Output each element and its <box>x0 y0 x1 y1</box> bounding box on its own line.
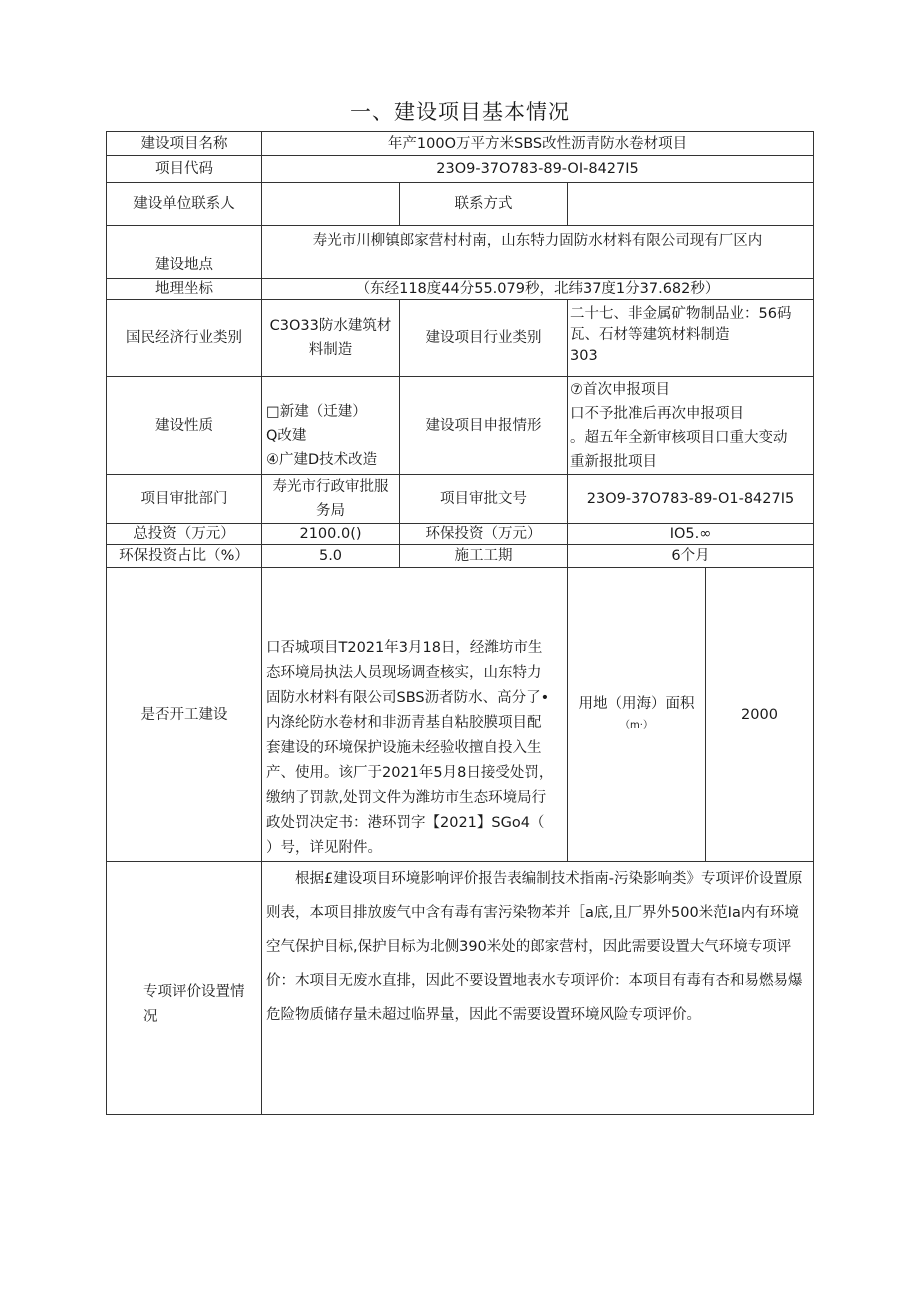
project-code-label: 项目代码 <box>107 156 262 183</box>
investment-value: 2100.0() <box>262 524 400 545</box>
started-line: 态环境局执法人员现场调查核实，山东特力 <box>266 665 542 681</box>
env-ratio-label: 环保投资占比（%） <box>107 545 262 568</box>
land-area-label <box>568 568 706 862</box>
land-area-unit: （m·） <box>620 719 653 731</box>
approval-dept-label: 项目审批部门 <box>107 475 262 524</box>
project-industry-line: 303 <box>570 348 598 364</box>
row-coordinates <box>107 279 814 300</box>
started-line: ）号，详见附件。 <box>266 840 382 856</box>
row-industry <box>107 300 814 377</box>
contact-value <box>262 183 400 226</box>
investment-label: 总投资（万元） <box>107 524 262 545</box>
approval-doc-value: 23O9-37O783-89-O1-8427I5 <box>568 475 814 524</box>
special-assessment-text: 根据£建设项目环境影响评价报告表编制技术指南-污染影响类》专项评价设置原则表，本项目排放废气中含有毒有害污染物苯并［a底,且厂界外500米范Ia内有环境空气保护目标,保护目标为北侧390米处的郎家营村，因此需要设置大气环境专项评价：木项目无废水直排，因此不要设置地表水专项评价：本项目有毒有杏和易燃易爆危险物质储存量未超过临界量，因此不需要设置环境风险专项评价。 <box>262 862 814 1115</box>
approval-dept-line: 务局 <box>316 503 345 519</box>
project-industry-line: 瓦、石材等建筑材料制造 <box>570 327 730 343</box>
started-line: 套建设的环境保护设施未经验收擅自投入生 <box>266 740 542 756</box>
started-line: 口否城项目T2021年3月18日，经潍坊市生 <box>266 640 543 656</box>
nature-option-rebuild: Q改建 <box>266 427 307 444</box>
row-contact <box>107 183 814 226</box>
row-started <box>107 568 814 862</box>
contact-method-value <box>568 183 814 226</box>
project-info-table <box>106 131 814 1115</box>
industry-value <box>262 300 400 377</box>
construction-period-label: 施工工期 <box>400 545 568 568</box>
started-line: 固防水材料有限公司SBS沥者防水、高分了• <box>266 690 550 706</box>
project-industry-line: 二十七、非金属矿物制品业：56码 <box>570 306 792 322</box>
env-ratio-value: 5.0 <box>262 545 400 568</box>
approval-dept-value <box>262 475 400 524</box>
started-description <box>262 568 568 862</box>
industry-value-line: 料制造 <box>308 342 353 358</box>
project-name-value: 年产100O万平方米SBS改性沥青防水卷材项目 <box>262 132 814 156</box>
report-situation-label: 建设项目申报情形 <box>400 377 568 475</box>
project-name-label: 建设项目名称 <box>107 132 262 156</box>
project-industry-value <box>568 300 814 377</box>
nature-option-new: □新建（迁建） <box>266 403 367 420</box>
page-title: 一、建设项目基本情况 <box>350 100 570 124</box>
special-assessment-label <box>107 862 262 1115</box>
contact-label: 建设单位联系人 <box>107 183 262 226</box>
started-label: 是否开工建设 <box>107 568 262 862</box>
env-investment-value: IO5.∞ <box>568 524 814 545</box>
industry-label: 国民经济行业类别 <box>107 300 262 377</box>
coordinates-label: 地理坐标 <box>107 279 262 300</box>
land-area-value: 2000 <box>706 568 814 862</box>
special-assessment-label-line: 况 <box>143 1009 158 1025</box>
nature-option-expand: ④广建D技术改造 <box>266 451 378 468</box>
project-industry-label: 建设项目行业类别 <box>400 300 568 377</box>
location-value: 寿光市川柳镇郎家营村村南，山东特力固防水材料有限公司现有厂区内 <box>262 226 814 279</box>
project-code-value: 23O9-37O783-89-OI-8427I5 <box>262 156 814 183</box>
special-assessment-label-line: 专项评价设置情 <box>143 984 245 1000</box>
started-line: 政处罚决定书：港环罚字【2021】SGo4（ <box>266 815 545 831</box>
approval-doc-label: 项目审批文号 <box>400 475 568 524</box>
land-area-label-text: 用地（用海）面积 <box>578 695 695 712</box>
started-line: 内涤纶防水卷材和非沥青基自粘胶膜项目配 <box>266 715 542 731</box>
started-line: 缴纳了罚款,处罚文件为潍坊市生态环境局行 <box>266 790 547 806</box>
started-line: 产、使用。该厂于2021年5月8日接受处罚， <box>266 765 554 781</box>
nature-label: 建设性质 <box>107 377 262 475</box>
report-option-over-five-years: 。超五年全新审核项目口重大变动 <box>570 429 788 446</box>
env-investment-label: 环保投资（万元） <box>400 524 568 545</box>
row-location <box>107 226 814 279</box>
report-option-resubmit: 口不予批准后再次申报项目 <box>570 405 744 422</box>
coordinates-value: （东经118度44分55.079秒，北纬37度1分37.682秒） <box>262 279 814 300</box>
row-approval <box>107 475 814 524</box>
row-special-assessment <box>107 862 814 1115</box>
industry-value-line: C3O33防水建筑材 <box>269 318 392 334</box>
nature-options <box>262 377 400 475</box>
construction-period-value: 6个月 <box>568 545 814 568</box>
report-situation-options <box>568 377 814 475</box>
row-ratio <box>107 545 814 568</box>
report-option-reapproval: 重新报批项目 <box>570 453 657 470</box>
contact-method-label: 联系方式 <box>400 183 568 226</box>
location-label: 建设地点 <box>107 226 262 279</box>
approval-dept-line: 寿光市行政审批服 <box>272 479 389 495</box>
row-nature <box>107 377 814 475</box>
row-project-code <box>107 156 814 183</box>
row-project-name <box>107 132 814 156</box>
row-investment <box>107 524 814 545</box>
report-option-first: ⑦首次申报项目 <box>570 381 670 398</box>
